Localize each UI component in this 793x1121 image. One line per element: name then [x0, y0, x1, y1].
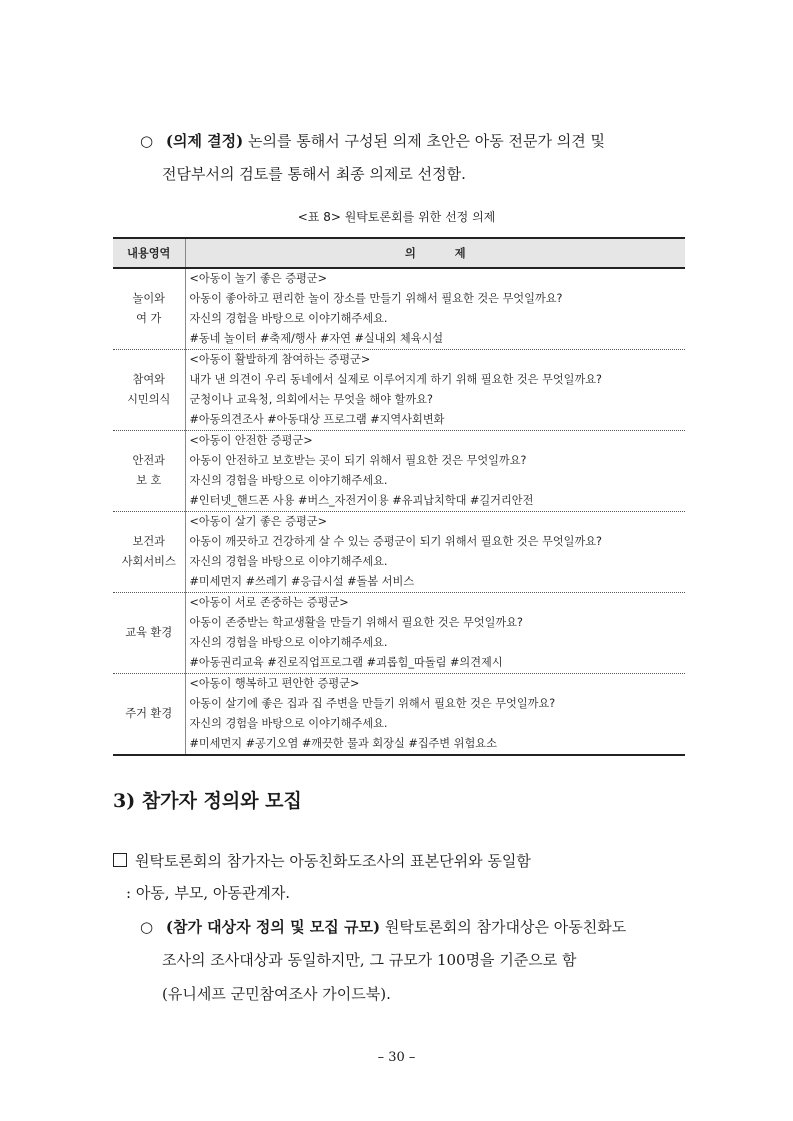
table-row: [113, 593, 685, 674]
agenda-theme: <아동이 행복하고 편안한 증평군>: [189, 677, 360, 690]
content-area-cell: [113, 512, 185, 593]
agenda-hashtags: #인터넷_핸드폰 사용 #버스_자전거이용 #유괴납치학대 #길거리안전: [189, 494, 534, 507]
agenda-question: 아동이 존중받는 학교생활을 만들기 위해서 필요한 것은 무엇일까요?: [189, 616, 523, 629]
content-area-cell: [113, 431, 185, 512]
agenda-decision-text-line1: 논의를 통해서 구성된 의제 초안은 아동 전문가 의견 및: [248, 132, 605, 150]
agenda-question: 아동이 살기에 좋은 집과 집 주변을 만들기 위해서 필요한 것은 무엇일까요?: [189, 697, 556, 710]
content-area-cell: [113, 268, 185, 350]
section-title: 3) 참가자 정의와 모집: [113, 790, 302, 812]
agenda-cell: [185, 593, 685, 674]
agenda-question: 자신의 경험을 바탕으로 이야기해주세요.: [189, 555, 388, 568]
agenda-decision-text-line2: 전담부서의 검토를 통해서 최종 의제로 선정함.: [162, 165, 466, 183]
table-row: [113, 350, 685, 431]
content-area-label: 참여와: [132, 373, 165, 386]
participant-scale-line1: 원탁토론회의 참가대상은 아동친화도: [384, 918, 627, 936]
header-area: 내용영역: [113, 238, 185, 268]
circle-bullet-icon: ○: [140, 132, 154, 150]
agenda-question: 내가 낸 의견이 우리 동네에서 실제로 이루어지게 하기 위해 필요한 것은 무엇일까요?: [189, 373, 602, 386]
agenda-cell: [185, 512, 685, 593]
agenda-decision-paragraph: [140, 131, 605, 151]
content-area-label: 보건과: [132, 535, 165, 548]
content-area-label: 여 가: [136, 312, 162, 325]
agenda-hashtags: #미세먼지 #쓰레기 #응급시설 #돌봄 서비스: [189, 575, 415, 588]
content-area-label: 안전과: [132, 454, 165, 467]
table-row: [113, 674, 685, 756]
agenda-hashtags: #아동권리교육 #진로직업프로그램 #괴롭힘_따돌림 #의견제시: [189, 656, 503, 669]
content-area-label: 교육 환경: [125, 626, 173, 639]
table-header-row: [113, 238, 685, 268]
content-area-cell: [113, 593, 185, 674]
content-area-label: 시민의식: [127, 393, 171, 406]
content-area-cell: [113, 350, 185, 431]
table-row: [113, 268, 685, 350]
agenda-question: 자신의 경험을 바탕으로 이야기해주세요.: [189, 636, 388, 649]
agenda-table: [113, 237, 685, 756]
agenda-cell: [185, 431, 685, 512]
content-area-label: 사회서비스: [121, 555, 176, 568]
participant-box-sub: : 아동, 부모, 아동관계자.: [126, 884, 291, 902]
table-caption: <표 8> 원탁토론회를 위한 선정 의제: [297, 210, 496, 224]
participant-scale-line3: (유니세프 군민참여조사 가이드북).: [162, 985, 391, 1003]
agenda-question: 아동이 안전하고 보호받는 곳이 되기 위해서 필요한 것은 무엇일까요?: [189, 454, 527, 467]
content-area-label: 보 호: [136, 474, 162, 487]
agenda-theme: <아동이 살기 좋은 증평군>: [189, 515, 327, 528]
agenda-question: 군청이나 교육청, 의회에서는 무엇을 해야 할까요?: [189, 393, 433, 406]
page-number: – 30 –: [377, 1050, 416, 1065]
square-bullet-icon: [113, 853, 127, 867]
agenda-cell: [185, 350, 685, 431]
table-row: [113, 431, 685, 512]
participant-scale-line2: 조사의 조사대상과 동일하지만, 그 규모가 100명을 기준으로 함: [162, 951, 577, 969]
header-agenda: 의 제: [185, 238, 685, 268]
table-row: [113, 512, 685, 593]
agenda-hashtags: #동네 놀이터 #축제/행사 #자연 #실내외 체육시설: [189, 332, 444, 345]
agenda-hashtags: #미세먼지 #공기오염 #깨끗한 물과 회장실 #집주변 위험요소: [189, 737, 497, 750]
agenda-theme: <아동이 안전한 증평군>: [189, 434, 313, 447]
agenda-hashtags: #아동의견조사 #아동대상 프로그램 #지역사회변화: [189, 413, 445, 426]
content-area-label: 놀이와: [132, 292, 165, 305]
participant-scale-heading: (참가 대상자 정의 및 모집 규모): [165, 918, 381, 936]
content-area-cell: [113, 674, 185, 756]
circle-bullet-icon: ○: [140, 918, 154, 936]
agenda-question: 아동이 좋아하고 편리한 놀이 장소를 만들기 위해서 필요한 것은 무엇일까요?: [189, 292, 563, 305]
agenda-cell: [185, 268, 685, 350]
agenda-theme: <아동이 서로 존중하는 증평군>: [189, 596, 349, 609]
agenda-question: 아동이 깨끗하고 건강하게 살 수 있는 증평군이 되기 위해서 필요한 것은 무엇일까요?: [189, 535, 602, 548]
agenda-question: 자신의 경험을 바탕으로 이야기해주세요.: [189, 474, 388, 487]
content-area-label: 주거 환경: [125, 707, 173, 720]
agenda-cell: [185, 674, 685, 756]
agenda-question: 자신의 경험을 바탕으로 이야기해주세요.: [189, 717, 388, 730]
agenda-theme: <아동이 놀기 좋은 증평군>: [189, 272, 327, 285]
agenda-decision-heading: (의제 결정): [165, 132, 244, 150]
participant-box-text: 원탁토론회의 참가자는 아동친화도조사의 표본단위와 동일함: [135, 852, 531, 870]
participant-scale-paragraph: [140, 917, 626, 937]
participant-box-item: [113, 851, 531, 871]
agenda-question: 자신의 경험을 바탕으로 이야기해주세요.: [189, 312, 388, 325]
agenda-theme: <아동이 활발하게 참여하는 증평군>: [189, 353, 371, 366]
